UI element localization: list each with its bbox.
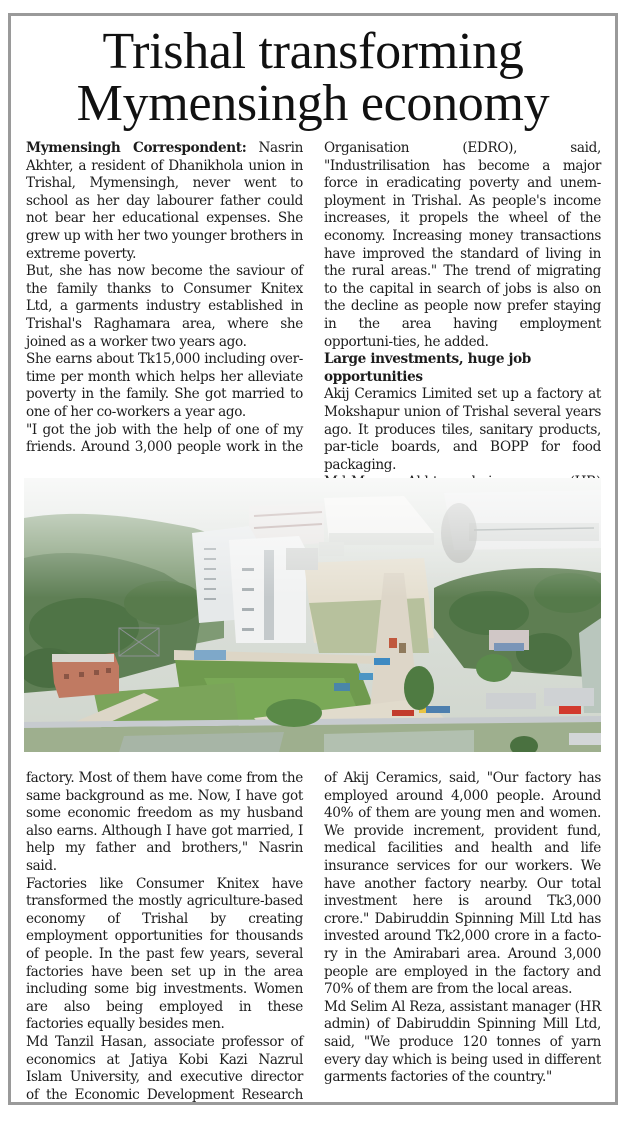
column-bottom-right [324,770,601,1087]
paragraph: But, she has now become the saviour of the family thanks to Consumer Knitex Ltd, a garments industry established in Trishal's Raghamara area, where she joined as a worker two years ago. [26,263,303,350]
aerial-photo [24,478,601,752]
column-top-left [26,140,303,457]
paragraph: Organisation (EDRO), said, "Industrilisation has become a major force in eradicating poverty and unem-ployment in Trishal. As people's income increases, it propels the wheel of the economy. Increasing money transactions have improved the standard of living in the rural areas." The trend of migrating to the capital in search of jobs is also on the decline as people now prefer staying in the area having employment opportuni-ties, he added. [324,140,601,350]
paragraph: of Akij Ceramics, said, "Our factory has employed around 4,000 people. Around 40% of them are young men and women. We provide increment, provident fund, medical facilities and health and life insurance services for our workers. We have another factory nearby. Our total investment here is around Tk3,000 crore." Dabiruddin Spinning Mill Ltd has invested around Tk2,000 crore in a facto-ry in the Amirabari area. Around 3,000 people are employed in the factory and 70% of them are from the local areas. [324,770,601,998]
headline-line-2: Mymensingh economy [76,75,550,132]
subheading: Large investments, huge job opportunities [324,351,531,385]
column-top-right [324,140,601,492]
paragraph: "I got the job with the help of one of my friends. Around 3,000 people work in the [26,421,303,456]
article-frame [8,13,618,1105]
paragraph: Md Tanzil Hasan, associate professor of economics at Jatiya Kobi Kazi Nazrul Islam University, and executive director of the Economic Development Research [26,1033,303,1103]
paragraph: Factories like Consumer Knitex have transformed the mostly agriculture-based economy of Trishal by creating employment opportunities for thousands of people. In the past few years, several factories have been set up in the area including some big investments. Women are also being employed in these factories equally besides men. [26,875,303,1033]
byline: Mymensingh Correspondent: [26,140,247,156]
paragraph [26,140,303,263]
column-bottom-left [26,770,303,1104]
paragraph: Md Selim Al Reza, assistant manager (HR admin) of Dabiruddin Spinning Mill Ltd, said, "We produce 120 tonnes of yarn every day which is being used in different garments factories of the country." [324,998,601,1086]
paragraph-text: Nasrin Akhter, a resident of Dhanikhola union in Trishal, Mymensingh, never went to school as her day labourer father could not bear her educational expenses. She grew up with her two younger brothers in extreme poverty. [26,140,303,262]
aerial-photo-industrial-area-icon [24,478,601,752]
paragraph: factory. Most of them have come from the same background as me. Now, I have got some economic freedom as my husband also earns. Although I have got married, I help my father and brothers," Nasrin said. [26,770,303,874]
paragraph: She earns about Tk15,000 including over-time per month which helps her alleviate poverty in the family. She got married to one of her co-workers a year ago. [26,351,303,420]
paragraph: Akij Ceramics Limited set up a factory at Mokshapur union of Trishal several years ago. It produces tiles, sanitary products, par-ticle boards, and BOPP for food packaging. [324,386,601,473]
headline [11,23,615,132]
headline-line-1: Trishal transforming [102,23,524,80]
